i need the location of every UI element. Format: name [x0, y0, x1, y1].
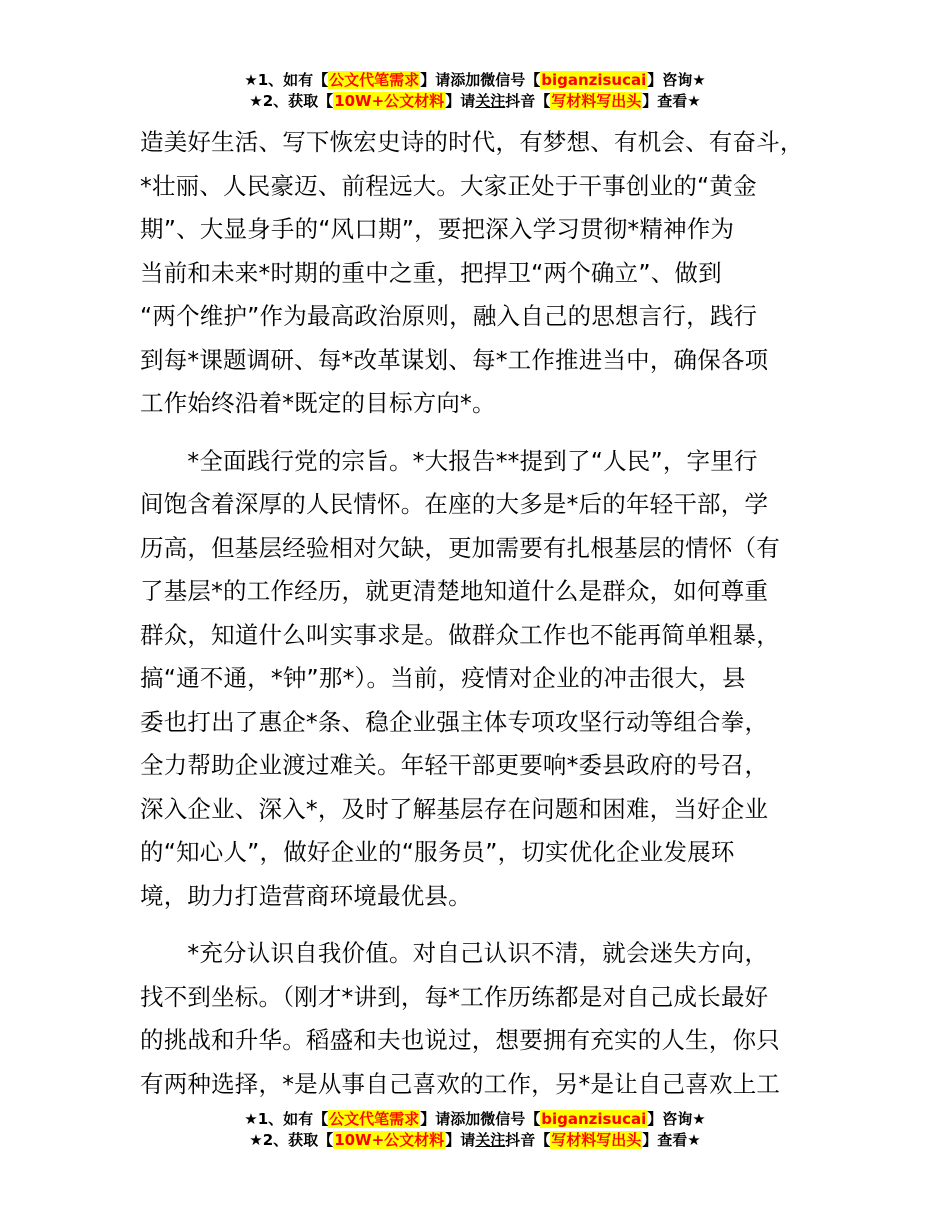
paragraph-3	[140, 932, 820, 1106]
text-line: 当前和未来*时期的重中之重，把捍卫“两个确立”、做到	[140, 258, 722, 287]
banner-highlight: 写材料写出头	[551, 1131, 642, 1149]
banner-text: ★2、获取【	[249, 92, 334, 110]
banner-text: ★2、获取【	[249, 1131, 334, 1149]
banner-highlight: 公文代笔需求	[329, 1110, 420, 1128]
banner-text: 】查看★	[642, 1131, 701, 1149]
text-line: 历高，但基层经验相对欠缺，更加需要有扎根基层的情怀（有	[140, 533, 780, 562]
banner-highlight: 10W+公文材料	[334, 1131, 445, 1149]
text-line: 群众，知道什么叫实事求是。做群众工作也不能再简单粗暴，	[140, 620, 780, 649]
paragraph-2	[140, 440, 820, 919]
banner-highlight: biganzisucai	[541, 1110, 647, 1128]
document-body	[140, 121, 820, 1106]
banner-text: 】咨询★	[647, 71, 706, 89]
text-line: *全面践行党的宗旨。*大报告**提到了“人民”，字里行	[140, 446, 758, 475]
banner-text: 】请添加微信号【	[420, 71, 541, 89]
banner-text: 】咨询★	[647, 1110, 706, 1128]
paragraph-gap	[140, 426, 820, 440]
paragraph-1	[140, 121, 820, 426]
header-banner	[0, 70, 950, 112]
banner-line-1	[0, 1109, 950, 1130]
banner-text: 抖音【	[505, 92, 551, 110]
text-line: 搞“通不通，*钟”那*）。当前，疫情对企业的冲击很大，县	[140, 664, 746, 692]
banner-underline: 关注	[475, 1131, 506, 1149]
banner-text: 】请	[445, 92, 476, 110]
text-line: 了基层*的工作经历，就更清楚地知道什么是群众，如何尊重	[140, 577, 769, 605]
banner-underline: 关注	[475, 92, 506, 110]
text-line: 间饱含着深厚的人民情怀。在座的大多是*后的年轻干部，学	[140, 490, 769, 518]
text-line: 找不到坐标。（刚才*讲到，每*工作历练都是对自己成长最好	[140, 982, 769, 1011]
banner-line-2	[0, 1130, 950, 1151]
text-line: 深入企业、深入*，及时了解基层存在问题和困难，当好企业	[140, 794, 769, 823]
text-line: 的挑战和升华。稻盛和夫也说过，想要拥有充实的人生，你只	[140, 1026, 780, 1054]
banner-text: ★1、如有【	[244, 71, 329, 89]
banner-line-1	[0, 70, 950, 91]
paragraph-gap	[140, 918, 820, 932]
banner-highlight: biganzisucai	[541, 71, 647, 89]
text-line: 境，助力打造营商环境最优县。	[140, 881, 472, 910]
footer-banner	[0, 1109, 950, 1151]
text-line: 工作始终沿着*既定的目标方向*。	[140, 389, 496, 417]
text-line: “两个维护”作为最高政治原则，融入自己的思想言行，践行	[140, 302, 758, 330]
banner-text: 】查看★	[642, 92, 701, 110]
text-line: *壮丽、人民豪迈、前程远大。大家正处于干事创业的“黄金	[140, 171, 757, 200]
banner-text: 】请添加微信号【	[420, 1110, 541, 1128]
banner-text: 】请	[445, 1131, 476, 1149]
banner-line-2	[0, 91, 950, 112]
text-line: 期”、大显身手的“风口期”，要把深入学习贯彻*精神作为	[140, 215, 735, 243]
text-line: 全力帮助企业渡过难关。年轻干部更要响*委县政府的号召，	[140, 751, 769, 779]
text-line: 的“知心人”，做好企业的“服务员”，切实优化企业发展环	[140, 838, 735, 866]
text-line: 有两种选择，*是从事自己喜欢的工作，另*是让自己喜欢上工	[140, 1069, 781, 1098]
banner-text: 抖音【	[505, 1131, 551, 1149]
text-line: 委也打出了惠企*条、稳企业强主体专项攻坚行动等组合拳，	[140, 707, 769, 736]
text-line: *充分认识自我价值。对自己认识不清，就会迷失方向，	[140, 939, 769, 967]
banner-text: ★1、如有【	[244, 1110, 329, 1128]
banner-highlight: 10W+公文材料	[334, 92, 445, 110]
text-line: 造美好生活、写下恢宏史诗的时代，有梦想、有机会、有奋斗，	[140, 128, 804, 156]
text-line: 到每*课题调研、每*改革谋划、每*工作推进当中，确保各项	[140, 345, 769, 374]
banner-highlight: 写材料写出头	[551, 92, 642, 110]
banner-highlight: 公文代笔需求	[329, 71, 420, 89]
